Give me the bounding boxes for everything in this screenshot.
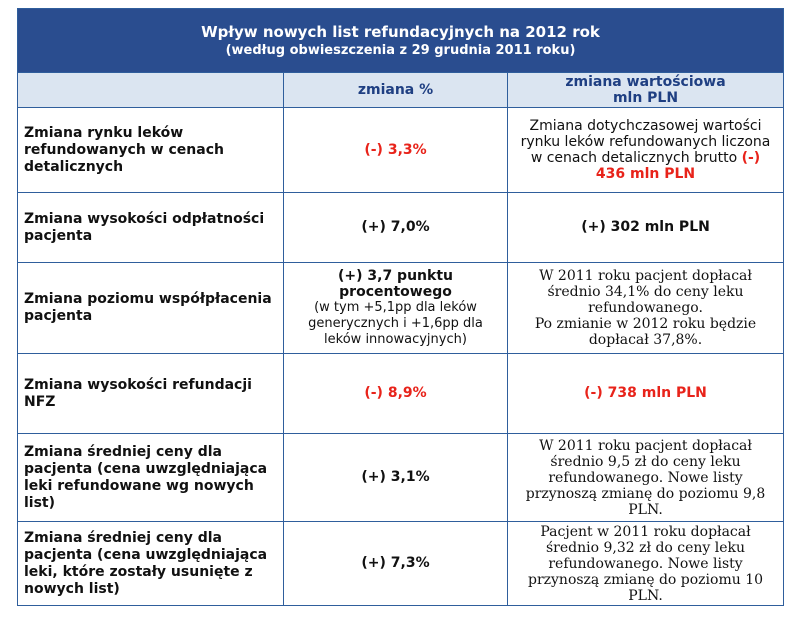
row-pct-detail: (w tym +5,1pp dla leków generycznych i +1,6pp dla leków innowacyjnych)	[308, 300, 483, 347]
row-value: W 2011 roku pacjent dopłacał średnio 9,5 zł do ceny leku refundowanego. Nowe listy przynoszą zmianę do poziomu 9,8 PLN.	[508, 434, 784, 522]
row-pct: (+) 7,0%	[284, 193, 508, 263]
row-value-text: Zmiana dotychczasowej wartości rynku leków refundowanych liczona w cenach detalicznych brutto	[520, 118, 771, 166]
row-pct	[284, 263, 508, 354]
row-value-line2: Po zmianie w 2012 roku będzie dopłacał 37,8%.	[534, 316, 757, 348]
row-value	[508, 263, 784, 354]
table-row	[18, 193, 784, 263]
table-row	[18, 522, 784, 606]
row-label: Zmiana średniej ceny dla pacjenta (cena uwzględniająca leki refundowane wg nowych list)	[18, 434, 284, 522]
row-value: (-) 738 mln PLN	[508, 354, 784, 434]
row-label: Zmiana wysokości refundacji NFZ	[18, 354, 284, 434]
row-value-highlight: (-) 436 mln PLN	[595, 150, 761, 182]
row-label: Zmiana rynku leków refundowanych w cenach detalicznych	[18, 108, 284, 193]
row-pct: (-) 8,9%	[284, 354, 508, 434]
row-value-line1: W 2011 roku pacjent dopłacał średnio 34,1% do ceny leku refundowanego.	[539, 268, 752, 316]
table-row	[18, 354, 784, 434]
row-value	[508, 108, 784, 193]
row-label: Zmiana wysokości odpłatności pacjenta	[18, 193, 284, 263]
title-main: Wpływ nowych list refundacyjnych na 2012 rok	[201, 23, 600, 41]
header-value-line1: zmiana wartościowa	[565, 74, 726, 90]
header-empty-cell	[18, 73, 284, 108]
header-value-line2: mln PLN	[612, 90, 679, 106]
title-sub: (według obwieszczenia z 29 grudnia 2011 roku)	[225, 43, 576, 58]
row-pct: (+) 3,1%	[284, 434, 508, 522]
header-value	[508, 73, 784, 108]
table-title	[18, 9, 784, 73]
refund-impact-table	[17, 8, 784, 606]
row-pct: (+) 7,3%	[284, 522, 508, 606]
header-pct: zmiana %	[284, 73, 508, 108]
table-row	[18, 108, 784, 193]
row-value: (+) 302 mln PLN	[508, 193, 784, 263]
row-pct-main: (+) 3,7 punktu procentowego	[337, 268, 453, 300]
table-row	[18, 434, 784, 522]
row-label: Zmiana poziomu współpłacenia pacjenta	[18, 263, 284, 354]
header-row	[18, 73, 784, 108]
title-row	[18, 9, 784, 73]
row-pct: (-) 3,3%	[284, 108, 508, 193]
row-value: Pacjent w 2011 roku dopłacał średnio 9,32 zł do ceny leku refundowanego. Nowe listy przynoszą zmianę do poziomu 10 PLN.	[508, 522, 784, 606]
row-label: Zmiana średniej ceny dla pacjenta (cena uwzględniająca leki, które zostały usunięte z nowych list)	[18, 522, 284, 606]
table-row	[18, 263, 784, 354]
